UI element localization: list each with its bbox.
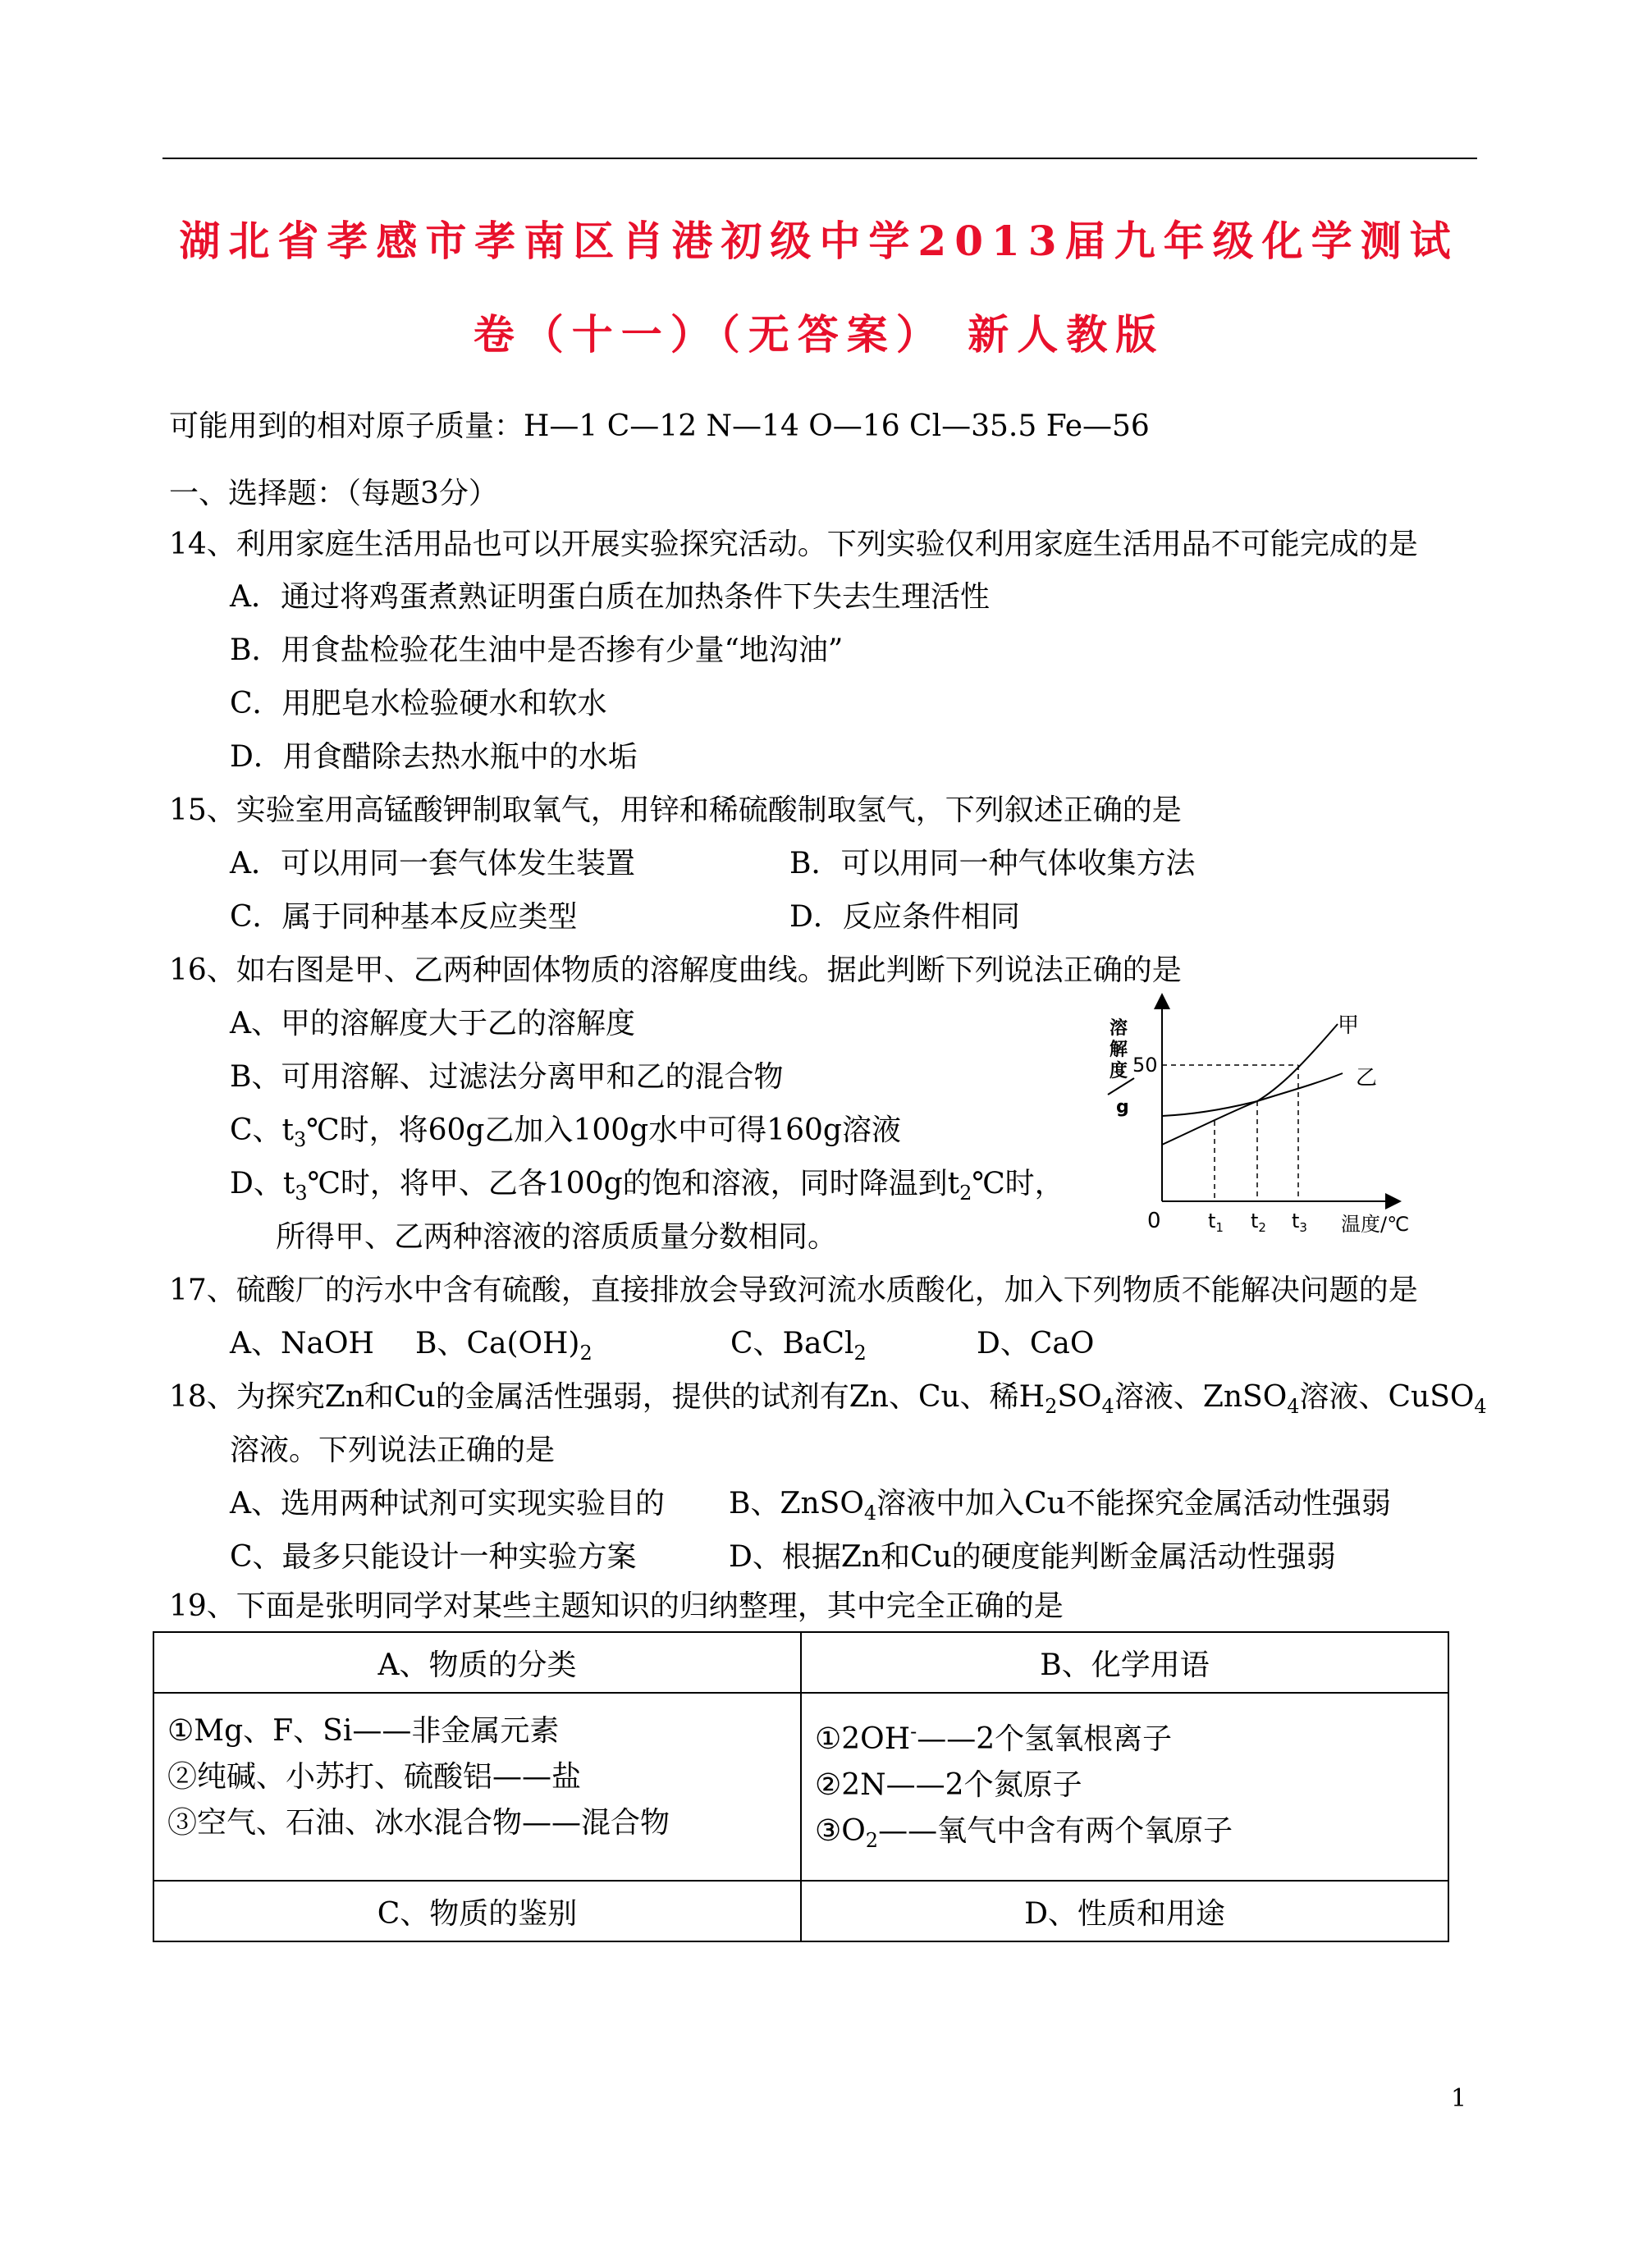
x-axis-label: 温度/℃ <box>1341 1213 1410 1236</box>
table-header-d: D、性质和用途 <box>801 1881 1448 1941</box>
q16-option-b: B、可用溶解、过滤法分离甲和乙的混合物 <box>230 1060 784 1094</box>
table-header-b: B、化学用语 <box>801 1632 1448 1693</box>
q19-table <box>153 1631 1449 1942</box>
q14-option-c: C．用肥皂水检验硬水和软水 <box>230 687 607 720</box>
table-cell-a <box>153 1693 801 1881</box>
q17-option-d: D、CaO <box>977 1327 1095 1360</box>
series-label-yi: 乙 <box>1356 1066 1378 1091</box>
q14-option-a: A．通过将鸡蛋煮熟证明蛋白质在加热条件下失去生理活性 <box>230 580 990 614</box>
q18-option-d: D、根据Zn和Cu的硬度能判断金属活动性强弱 <box>729 1540 1336 1574</box>
a-item-3: ③空气、石油、冰水混合物——混合物 <box>167 1806 670 1840</box>
table-header-c: C、物质的鉴别 <box>153 1881 801 1941</box>
q17-option-c: C、BaCl$_2$ <box>730 1327 867 1365</box>
b-item-1: ①2OH-——2个氢氧根离子 <box>815 1720 1173 1756</box>
b-item-2: ②2N——2个氮原子 <box>815 1768 1082 1802</box>
q14-option-d: D．用食醋除去热水瓶中的水垢 <box>230 740 638 774</box>
x-tick-t1: $t_1$ <box>1208 1209 1224 1235</box>
solubility-chart <box>1067 993 1444 1239</box>
q17-option-b: B、$Ca(OH)_2$ <box>415 1327 593 1365</box>
q14-option-b: B．用食盐检验花生油中是否掺有少量“地沟油” <box>230 633 844 667</box>
title-line-2: 卷（十一）（无答案） 新人教版 <box>473 310 1165 359</box>
q16-option-d-cont: 所得甲、乙两种溶液的溶质质量分数相同。 <box>276 1220 838 1254</box>
q16-option-c: C、$t_3℃$时，将60g乙加入100g水中可得160g溶液 <box>230 1113 901 1152</box>
b-item-3: $③O_2——$氧气中含有两个氧原子 <box>815 1814 1233 1853</box>
q15-option-c: C．属于同种基本反应类型 <box>230 900 578 934</box>
page-number: 1 <box>1451 2084 1467 2113</box>
origin-label: 0 <box>1147 1209 1161 1233</box>
y-unit: g <box>1116 1097 1129 1118</box>
y-tick-50: 50 <box>1132 1054 1158 1077</box>
q18-stem-cont: 溶液。下列说法正确的是 <box>230 1434 556 1467</box>
x-tick-t2: $t_2$ <box>1251 1209 1266 1235</box>
x-tick-t3: $t_3$ <box>1292 1209 1307 1235</box>
series-label-jia: 甲 <box>1338 1013 1360 1038</box>
q18-option-c: C、最多只能设计一种实验方案 <box>230 1540 637 1574</box>
a-item-2: ②纯碱、小苏打、硫酸铝——盐 <box>167 1760 582 1794</box>
q19-stem: 19、下面是张明同学对某些主题知识的归纳整理，其中完全正确的是 <box>169 1589 1064 1623</box>
q18-stem: 18、为探究Zn和Cu的金属活性强弱，提供的试剂有Zn、Cu、稀$H_2SO_4$溶液、ZnSO$_4$溶液、CuSO$_4$ <box>169 1380 1487 1419</box>
section-heading: 一、选择题：（每题3分） <box>169 477 498 510</box>
a-item-1: ①Mg、F、Si——非金属元素 <box>167 1714 560 1748</box>
q15-option-a: A．可以用同一套气体发生装置 <box>230 847 635 880</box>
q18-option-b: B、ZnSO$_4$溶液中加入Cu不能探究金属活动性强弱 <box>729 1487 1391 1525</box>
q16-option-d: D、$t_3℃$时，将甲、乙各100g的饱和溶液，同时降温到$t_2℃$时， <box>230 1167 1064 1205</box>
q18-option-a: A、选用两种试剂可实现实验目的 <box>230 1487 665 1520</box>
y-label-char-1: 溶 <box>1110 1018 1128 1039</box>
q16-stem: 16、如右图是甲、乙两种固体物质的溶解度曲线。据此判断下列说法正确的是 <box>169 953 1182 987</box>
y-label-char-2: 解 <box>1110 1040 1128 1060</box>
q15-option-d: D．反应条件相同 <box>789 900 1020 934</box>
q14-stem: 14、利用家庭生活用品也可以开展实验探究活动。下列实验仅利用家庭生活用品不可能完成的是 <box>169 528 1418 561</box>
q15-stem: 15、实验室用高锰酸钾制取氧气，用锌和稀硫酸制取氢气，下列叙述正确的是 <box>169 793 1182 827</box>
y-label-char-3: 度 <box>1110 1061 1128 1081</box>
table-header-a: A、物质的分类 <box>153 1632 801 1693</box>
curve-yi <box>1162 1073 1343 1116</box>
q16-option-a: A、甲的溶解度大于乙的溶解度 <box>230 1007 635 1040</box>
atomic-masses: 可能用到的相对原子质量：H—1 C—12 N—14 O—16 Cl—35.5 Fe—56 <box>169 409 1150 443</box>
q17-stem: 17、硫酸厂的污水中含有硫酸，直接排放会导致河流水质酸化，加入下列物质不能解决问题的是 <box>169 1273 1418 1307</box>
q15-option-b: B．可以用同一种气体收集方法 <box>789 847 1196 880</box>
table-cell-b <box>801 1693 1448 1881</box>
title-line-1: 湖北省孝感市孝南区肖港初级中学2013届九年级化学测试 <box>179 217 1459 265</box>
header-rule <box>162 158 1477 159</box>
q17-option-a: A、NaOH <box>230 1327 374 1360</box>
